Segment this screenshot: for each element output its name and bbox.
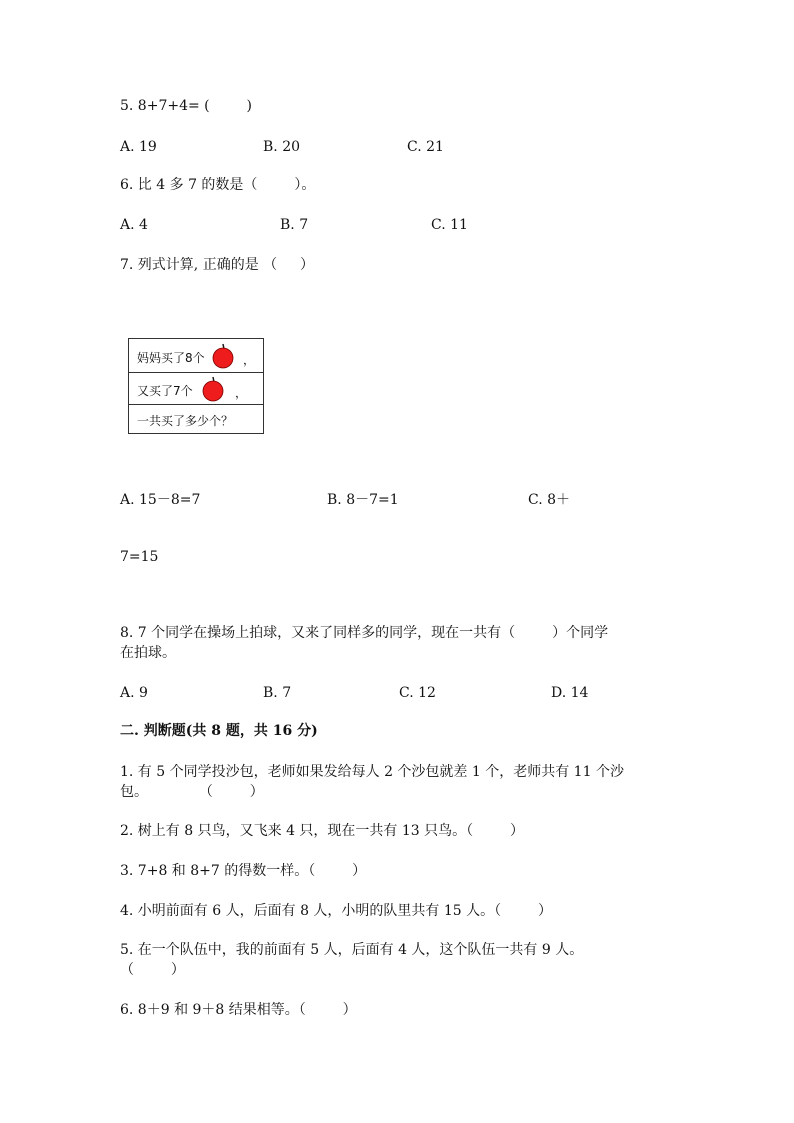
q7-option-c[interactable]: C. 8＋ <box>528 492 571 508</box>
q6-option-b[interactable]: B. 7 <box>280 217 309 233</box>
q5-option-a[interactable]: A. 19 <box>120 139 157 155</box>
q6-option-a[interactable]: A. 4 <box>120 217 148 233</box>
figure-comma: ， <box>235 386 248 400</box>
q8-option-a[interactable]: A. 9 <box>120 685 148 701</box>
q7-option-b[interactable]: B. 8－7=1 <box>327 492 399 508</box>
figure-row-3 <box>129 405 263 435</box>
question-8-text-line-1: 8. 7 个同学在操场上拍球，又来了同样多的同学，现在一共有（ ）个同学 <box>120 625 609 641</box>
figure-row-2 <box>129 373 263 405</box>
judge-6: 6. 8＋9 和 9＋8 结果相等。（ ） <box>120 1002 357 1018</box>
judge-1-line-1: 1. 有 5 个同学投沙包，老师如果发给每人 2 个沙包就差 1 个，老师共有 11 个沙 <box>120 764 624 780</box>
question-7-text: 7. 列式计算, 正确的是 （ ） <box>120 257 315 273</box>
q7-option-c-continued: 7=15 <box>120 549 159 565</box>
q7-option-a[interactable]: A. 15－8=7 <box>120 492 201 508</box>
figure-row-2-text: 又买了7个 <box>137 384 193 398</box>
q8-option-c[interactable]: C. 12 <box>399 685 436 701</box>
apple-icon <box>211 343 235 369</box>
question-8-text-line-2: 在拍球。 <box>120 645 176 661</box>
judge-4: 4. 小明前面有 6 人，后面有 8 人，小明的队里共有 15 人。（ ） <box>120 903 553 919</box>
apple-word-problem-figure <box>128 338 264 434</box>
judge-5-line-1: 5. 在一个队伍中，我的前面有 5 人，后面有 4 人，这个队伍一共有 9 人。 <box>120 942 584 958</box>
q8-option-b[interactable]: B. 7 <box>263 685 292 701</box>
judge-5-line-2: （ ） <box>120 962 185 978</box>
question-5-text: 5. 8+7+4= ( ) <box>120 98 252 114</box>
q6-option-c[interactable]: C. 11 <box>431 217 468 233</box>
figure-comma: ， <box>243 353 256 367</box>
figure-row-3-text: 一共买了多少个？ <box>137 414 234 428</box>
q8-option-d[interactable]: D. 14 <box>551 685 589 701</box>
figure-row-1-text: 妈妈买了8个 <box>137 351 205 365</box>
section-2-title: 二. 判断题(共 8 题，共 16 分) <box>120 723 318 739</box>
q5-option-b[interactable]: B. 20 <box>263 139 301 155</box>
apple-icon <box>201 376 225 402</box>
judge-3: 3. 7+8 和 8+7 的得数一样。（ ） <box>120 863 367 879</box>
judge-2: 2. 树上有 8 只鸟，又飞来 4 只，现在一共有 13 只鸟。（ ） <box>120 823 525 839</box>
judge-1-line-2: 包。 （ ） <box>120 784 264 800</box>
q5-option-c[interactable]: C. 21 <box>407 139 444 155</box>
figure-row-1 <box>129 339 263 373</box>
question-6-text: 6. 比 4 多 7 的数是（ ）。 <box>120 177 316 193</box>
